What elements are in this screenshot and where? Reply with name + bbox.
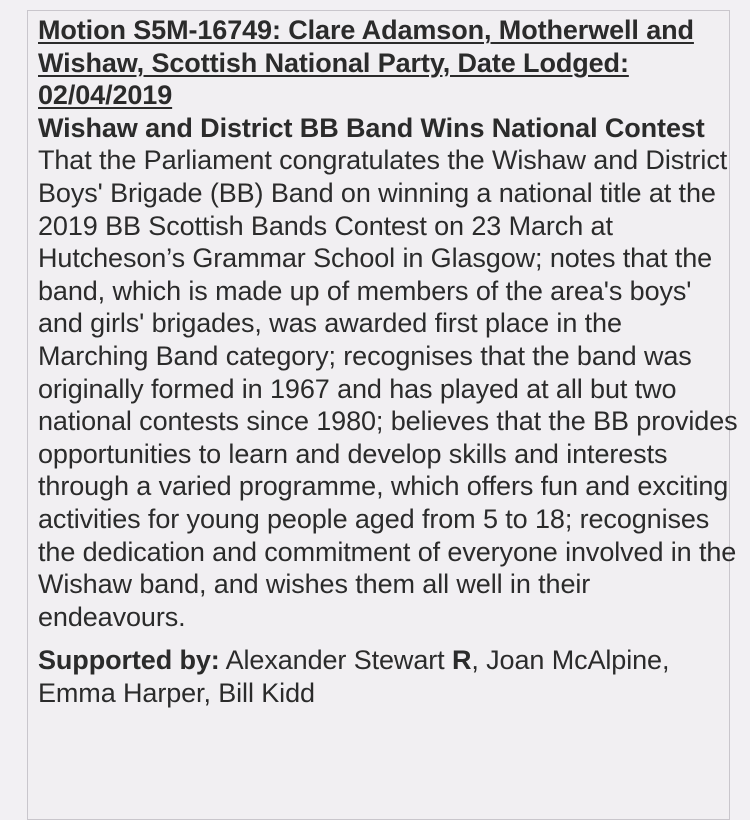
motion-heading[interactable]: Motion S5M-16749: Clare Adamson, Motherwell and Wishaw, Scottish National Party, Date Lodged: 02/04/2019 bbox=[38, 15, 694, 111]
supported-by-label: Supported by: bbox=[38, 645, 220, 676]
motion-content bbox=[38, 14, 738, 709]
supported-by bbox=[38, 644, 738, 709]
motion-title: Wishaw and District BB Band Wins National Contest bbox=[38, 112, 705, 143]
motion-body: That the Parliament congratulates the Wishaw and District Boys' Brigade (BB) Band on winning a national title at the 2019 BB Scottish Bands Contest on 23 March at Hutcheson’s Grammar School in Glasgow; notes that the band, which is made up of members of the area's boys' and girls' brigades, was awarded first place in the Marching Band category; recognises that the band was originally formed in 1967 and has played at all but two national contests since 1980; believes that the BB provides opportunities to learn and develop skills and interests through a varied programme, which offers fun and exciting activities for young people aged from 5 to 18; recognises the dedication and commitment of everyone involved in the Wishaw band, and wishes them all well in their endeavours. bbox=[38, 145, 738, 632]
supporter-party-badge: R bbox=[451, 645, 472, 676]
supporters-list: , Joan McAlpine, Emma Harper, Bill Kidd bbox=[38, 645, 670, 708]
supporter-first: Alexander Stewart bbox=[225, 645, 445, 676]
